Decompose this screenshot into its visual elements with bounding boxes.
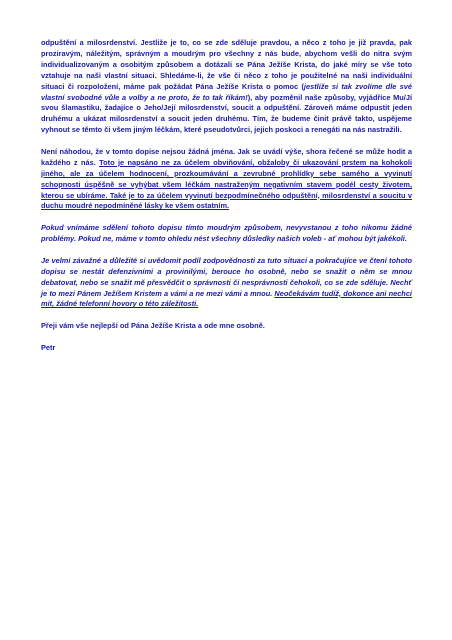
paragraph-1-italic-aside: jestliže si tak zvolíme dle své vlastní svobodné vůle a volby a ne proto, že to tak říkám!	[41, 81, 412, 102]
paragraph-1-text: odpuštění a milosrdenství. Jestliže je to, co se zde sděluje pravdou, a něco z toho je již pravda, pak proziravým, náležitým, správným a moudrým pro všechny z nás bude, abychom vešli do nitra svým individualizovaným a osobitým způsobem a dotázali se Pána Ježíše Krista, do jaké míry se vše toto vztahuje na naši vlastní situaci. Shledáme-li, že vše či něco z toho je použitelné na naši individuální situaci či rozpoložení, máme pak požádat Pána Ježíše Krista o pomoc (	[41, 38, 412, 91]
closing-line: Přeji vám vše nejlepší od Pána Ježíše Krista a ode mne osobně.	[41, 321, 265, 331]
paragraph-3-italic-text: Pokud vnímáme sdělení tohoto dopisu tímto moudrým způsobem, nevyvstanou z toho nikomu žádné problémy. Pokud ne, máme v tomto ohledu nést všechny důsledky našich voleb - ať mohou být jakékoli.	[41, 223, 412, 244]
paragraph-3	[41, 223, 412, 245]
signature: Petr	[41, 342, 56, 352]
paragraph-1-text-continued: ), aby pozměnil naše způsoby, vyjádříce Mu/Jí svou šlamastiku, žadajíce o Jeho/Její milosrdenství, soucit a odpuštění. Zároveň máme odpustit jeden druhému a ukázat milosrdenství a soucit jeden druhému. Tím, že budeme činit právě takto, uspějeme vyhnout se těmto či všem jiným léčkám, které pseudotvůrci, jejich poskoci a renegáti na nás nastražili.	[41, 92, 413, 135]
paragraph-4-italic-text: Je velmi závažné a důležité si uvědomit podíl zodpovědnosti za tuto situaci a pokračujíce ve čtení tohoto dopisu se nestát defenzivními a provinilými, berouce ho osobně, nebo se snažit o něm se mnou debatovat, nebo se snažit mě přesvědčit o správnosti či nesprávnosti čehokoli, co se zde sděluje. Nechť je to mezi Pánem Ježíšem Kristem a vámi a ne mezi vámi a mnou.	[41, 255, 412, 298]
paragraph-4	[41, 256, 412, 311]
paragraph-2-underlined-text: Toto je napsáno ne za účelem obviňování, obžaloby či ukazování prstem na kohokoli jiného, ale za účelem hodnocení, prozkoumávání a zevrubné prohlídky sebe samého a vyvinutí schopnosti úspěšně se vyhýbat všem léčkám nastraženým negativním stavem podél cesty životem, kterou se ubíráme. Také je to za účelem vyvinutí bezpodmínečného odpuštění, milosrdenství a soucitu v duchu moudré nepodmíněné lásky ke všem ostatním.	[41, 157, 412, 211]
paragraph-1	[41, 38, 412, 136]
paragraph-2	[41, 147, 412, 212]
paragraph-4-underlined-text: Neočekávám tudíž, dokonce ani nechci mít, žádné telefonní hovory o této záležitosti.	[41, 288, 412, 309]
paragraph-2-text: Není náhodou, že v tomto dopise nejsou žádná jména. Jak se uvádí výše, shora řečené se může hodit a každého z nás.	[41, 146, 412, 167]
